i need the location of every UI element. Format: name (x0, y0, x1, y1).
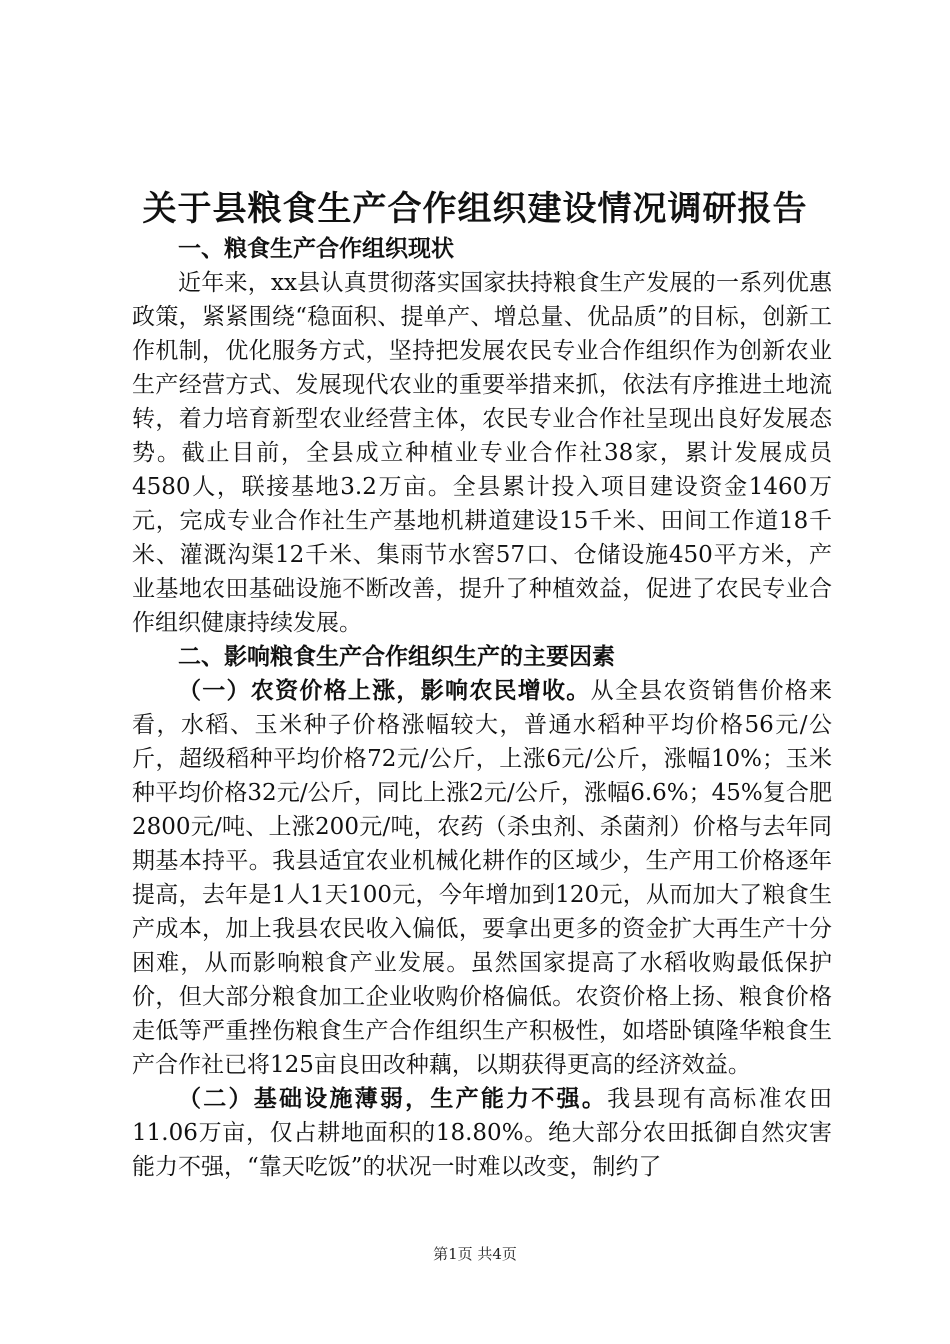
section-2-item-1-lead: （一）农资价格上涨，影响农民增收。 (178, 678, 591, 704)
section-2-item-1-paragraph (132, 674, 832, 1082)
section-1-paragraph: 近年来，xx县认真贯彻落实国家扶持粮食生产发展的一系列优惠政策，紧紧围绕“稳面积、提单产、增总量、优品质”的目标，创新工作机制，优化服务方式，坚持把发展农民专业合作组织作为创新农业生产经营方式、发展现代农业的重要举措来抓，依法有序推进土地流转，着力培育新型农业经营主体，农民专业合作社呈现出良好发展态势。截止目前，全县成立种植业专业合作社38家，累计发展成员4580人，联接基地3.2万亩。全县累计投入项目建设资金1460万元，完成专业合作社生产基地机耕道建设15千米、田间工作道18千米、灌溉沟渠12千米、集雨节水窖57口、仓储设施450平方米，产业基地农田基础设施不断改善，提升了种植效益，促进了农民专业合作组织健康持续发展。 (132, 270, 832, 636)
document-body (132, 232, 832, 1184)
page-footer: 第1页 共4页 (433, 1245, 517, 1263)
section-2-item-2-paragraph (132, 1082, 832, 1184)
section-2-item-2-lead: （二）基础设施薄弱，生产能力不强。 (178, 1086, 608, 1112)
section-heading-2: 二、影响粮食生产合作组织生产的主要因素 (178, 644, 615, 670)
section-2-item-1-text: 从全县农资销售价格来看，水稻、玉米种子价格涨幅较大，普通水稻种平均价格56元/公斤，超级稻种平均价格72元/公斤，上涨6元/公斤，涨幅10%；玉米种平均价格32元/公斤，同比上涨2元/公斤，涨幅6.6%；45%复合肥2800元/吨、上涨200元/吨，农药（杀虫剂、杀菌剂）价格与去年同期基本持平。我县适宜农业机械化耕作的区域少，生产用工价格逐年提高，去年是1人1天100元，今年增加到120元，从而加大了粮食生产成本，加上我县农民收入偏低，要拿出更多的资金扩大再生产十分困难，从而影响粮食产业发展。虽然国家提高了水稻收购最低保护价，但大部分粮食加工企业收购价格偏低。农资价格上扬、粮食价格走低等严重挫伤粮食生产合作组织生产积极性，如塔卧镇隆华粮食生产合作社已将125亩良田改种藕，以期获得更高的经济效益。 (132, 678, 833, 1078)
section-heading-1: 一、粮食生产合作组织现状 (178, 236, 454, 262)
section-2-item-2-text: 我县现有高标准农田11.06万亩，仅占耕地面积的18.80%。绝大部分农田抵御自然灾害能力不强，“靠天吃饭”的状况一时难以改变，制约了 (132, 1086, 833, 1180)
document-title: 关于县粮食生产合作组织建设情况调研报告 (142, 189, 808, 229)
